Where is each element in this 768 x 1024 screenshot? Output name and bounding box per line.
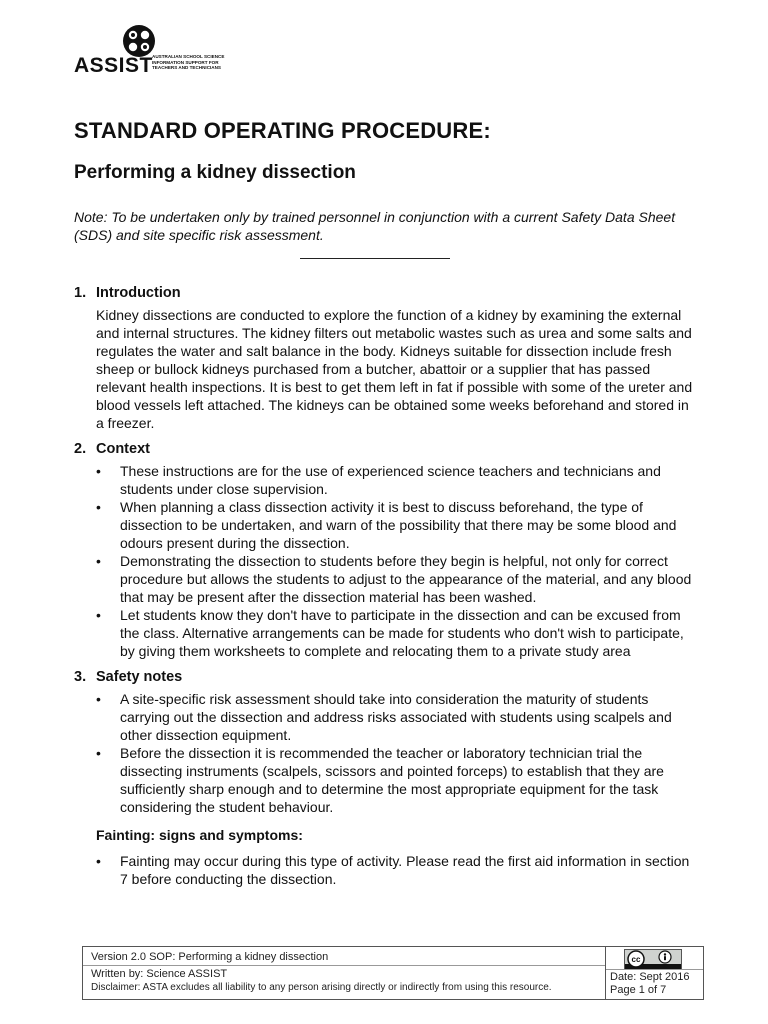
footer-divider xyxy=(83,965,605,966)
section-heading xyxy=(74,284,694,302)
section-context xyxy=(74,440,694,660)
divider-line xyxy=(300,258,450,259)
subsection-heading: Fainting: signs and symptoms: xyxy=(96,827,303,843)
list-item: • Demonstrating the dissection to students before they begin is helpful, not only for correct procedure but allows the students to adjust to the appearance of the material, and any blood that may be present after the dissection material has been washed. xyxy=(74,552,694,606)
footer-page-number: Page 1 of 7 xyxy=(610,984,667,996)
svg-text:cc: cc xyxy=(631,955,641,964)
page-footer xyxy=(82,946,704,1000)
footer-author: Written by: Science ASSIST xyxy=(91,968,228,980)
section-paragraph: Kidney dissections are conducted to explore the function of a kidney by examining the external and internal structures. The kidney filters out metabolic wastes such as urea and some salts and regulates the water and salt balance in the body. Kidneys suitable for dissection include fresh sheep or bullock kidneys purchased from a butcher, abattoir or a supplier that has passed relevant health inspections. It is best to get them left in fat if possible with some of the ureter and blood vessels left attached. The kidneys can be obtained some weeks beforehand and stored in a freezer. xyxy=(96,307,693,431)
bullet-list xyxy=(74,852,694,888)
section-number: 2. xyxy=(74,441,87,457)
cc-by-icon-graphic xyxy=(625,950,681,969)
footer-meta xyxy=(606,947,703,999)
list-item: • A site-specific risk assessment should take into consideration the maturity of students carrying out the dissection and address risks associated with students using scalpels and other dissection equipment. xyxy=(74,690,694,744)
section-heading xyxy=(74,668,694,686)
document-subtitle: Performing a kidney dissection xyxy=(74,162,356,183)
section-introduction xyxy=(74,284,694,432)
footer-divider xyxy=(606,969,703,970)
footer-disclaimer: Disclaimer: ASTA excludes all liability to any person arising directly or indirectly from using this resource. xyxy=(91,982,552,993)
assist-logo-icon xyxy=(122,24,156,58)
list-item: • When planning a class dissection activity it is best to discuss beforehand, the type of dissection to be undertaken, and warn of the possibility that there may be some blood and odours present during the dissection. xyxy=(74,498,694,552)
list-item: • These instructions are for the use of experienced science teachers and technicians and students under close supervision. xyxy=(74,462,694,498)
logo-tagline-line: INFORMATION SUPPORT FOR xyxy=(152,59,219,65)
section-heading xyxy=(74,440,694,458)
section-title: Introduction xyxy=(96,285,181,301)
section-number: 1. xyxy=(74,285,87,301)
logo-tagline-line: TEACHERS AND TECHNICIANS xyxy=(152,65,221,70)
logo-tagline xyxy=(152,54,232,71)
logo-wordmark: ASSIST xyxy=(74,54,153,77)
logo-tagline-line: AUSTRALIAN SCHOOL SCIENCE xyxy=(152,54,225,59)
document-title: STANDARD OPERATING PROCEDURE: xyxy=(74,118,491,143)
bullet-list xyxy=(74,690,694,816)
footer-version: Version 2.0 SOP: Performing a kidney dissection xyxy=(91,951,329,963)
section-number: 3. xyxy=(74,669,87,685)
cc-by-icon xyxy=(624,949,682,970)
list-item: • Let students know they don't have to participate in the dissection and can be excused from the class. Alternative arrangements can be made for students who don't wish to participate, by giving them worksheets to complete and relocating them to a private study area xyxy=(74,606,694,660)
list-item: • Fainting may occur during this type of activity. Please read the first aid information in section 7 before conducting the dissection. xyxy=(74,852,694,888)
safety-note: Note: To be undertaken only by trained personnel in conjunction with a current Safety Data Sheet (SDS) and site specific risk assessment. xyxy=(74,209,676,243)
list-item: • Before the dissection it is recommended the teacher or laboratory technician trial the dissecting instruments (scalpels, scissors and pointed forceps) to establish that they are sufficiently sharp enough and to determine the most appropriate equipment for the task considering the student behaviour. xyxy=(74,744,694,816)
assist-logo xyxy=(74,24,224,76)
footer-date: Date: Sept 2016 xyxy=(610,971,690,983)
document-body xyxy=(74,284,694,896)
footer-info xyxy=(83,947,606,999)
section-title: Context xyxy=(96,441,150,457)
section-safety-notes xyxy=(74,668,694,888)
section-title: Safety notes xyxy=(96,669,183,685)
bullet-list xyxy=(74,462,694,660)
